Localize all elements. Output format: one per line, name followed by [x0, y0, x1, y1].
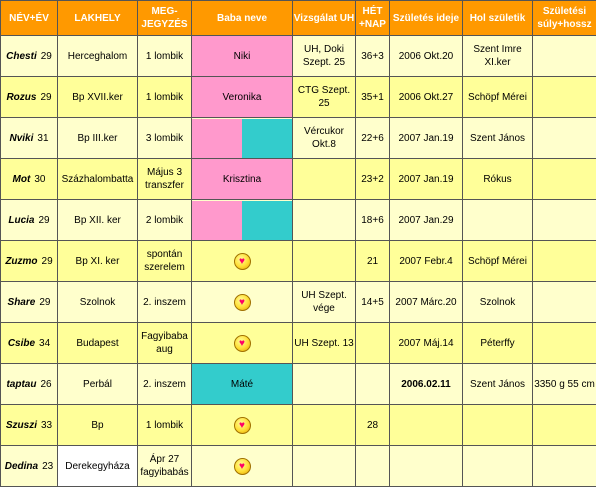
cell-name	[1, 405, 58, 446]
cell-note: Ápr 27 fagyibabás	[138, 446, 192, 487]
cell-weight-length: 3350 g 55 cm	[533, 364, 596, 405]
cell-note: 3 lombik	[138, 118, 192, 159]
cell-place: Szolnok	[58, 282, 138, 323]
table-row	[1, 77, 596, 118]
heart-smiley-icon	[234, 335, 251, 352]
cell-exam: UH Szept. vége	[293, 282, 356, 323]
cell-note: Május 3 transzfer	[138, 159, 192, 200]
cell-name	[1, 323, 58, 364]
user-name: Nviki	[9, 133, 33, 144]
cell-baby-name: Niki	[192, 36, 293, 77]
cell-place: Bp III.ker	[58, 118, 138, 159]
cell-name	[1, 36, 58, 77]
header-note: MEG-JEGYZÉS	[138, 1, 192, 36]
table-row	[1, 405, 596, 446]
cell-birth-place: Szent Imre XI.ker	[463, 36, 533, 77]
cell-birth-date: 2007 Jan.19	[390, 118, 463, 159]
table-row	[1, 241, 596, 282]
heart-smiley-icon	[234, 253, 251, 270]
cell-week-day: 22+6	[356, 118, 390, 159]
cell-birth-place	[463, 200, 533, 241]
cell-birth-date: 2007 Jan.19	[390, 159, 463, 200]
cell-exam	[293, 405, 356, 446]
cell-birth-place	[463, 405, 533, 446]
cell-baby-name	[192, 118, 293, 159]
cell-name	[1, 118, 58, 159]
cell-weight-length	[533, 118, 596, 159]
cell-baby-name: Veronika	[192, 77, 293, 118]
cell-baby-name	[192, 282, 293, 323]
header-birth-place: Hol születik	[463, 1, 533, 36]
cell-baby-name: Máté	[192, 364, 293, 405]
cell-birth-place	[463, 446, 533, 487]
user-name: taptau	[6, 379, 36, 390]
user-age: 23	[42, 461, 53, 472]
cell-birth-place: Szent János	[463, 364, 533, 405]
user-age: 29	[42, 256, 53, 267]
cell-baby-name: Krisztina	[192, 159, 293, 200]
user-age: 29	[39, 215, 50, 226]
header-birth-date: Születés ideje	[390, 1, 463, 36]
cell-weight-length	[533, 200, 596, 241]
user-age: 29	[40, 92, 51, 103]
cell-week-day: 18+6	[356, 200, 390, 241]
pink-block	[192, 201, 242, 240]
cell-exam: UH, Doki Szept. 25	[293, 36, 356, 77]
cell-weight-length	[533, 282, 596, 323]
cell-birth-date: 2006 Okt.20	[390, 36, 463, 77]
user-name: Chesti	[6, 51, 37, 62]
table-row	[1, 282, 596, 323]
cell-place: Százhalombatta	[58, 159, 138, 200]
table-row	[1, 364, 596, 405]
heart-smiley-icon	[234, 458, 251, 475]
user-age: 29	[39, 297, 50, 308]
user-name: Dedina	[5, 461, 38, 472]
cell-baby-name	[192, 200, 293, 241]
user-age: 30	[34, 174, 45, 185]
cell-exam: UH Szept. 13	[293, 323, 356, 364]
cell-name	[1, 446, 58, 487]
table-row	[1, 446, 596, 487]
cell-birth-date	[390, 446, 463, 487]
cell-name	[1, 159, 58, 200]
cyan-block	[242, 201, 292, 240]
header-weight-length: Születési súly+hossz	[533, 1, 596, 36]
cell-place: Derekegyháza	[58, 446, 138, 487]
user-name: Mot	[13, 174, 31, 185]
cell-week-day	[356, 323, 390, 364]
baby-color-split	[192, 119, 292, 158]
cyan-block	[242, 119, 292, 158]
cell-note: Fagyibaba aug	[138, 323, 192, 364]
header-row	[1, 1, 596, 36]
user-name: Zuzmo	[5, 256, 37, 267]
cell-birth-place: Rókus	[463, 159, 533, 200]
table-row	[1, 36, 596, 77]
cell-baby-name	[192, 405, 293, 446]
cell-birth-date: 2006 Okt.27	[390, 77, 463, 118]
cell-week-day	[356, 446, 390, 487]
user-name: Rozus	[6, 92, 36, 103]
cell-baby-name	[192, 446, 293, 487]
header-week-day: HÉT +NAP	[356, 1, 390, 36]
table-body	[1, 36, 596, 487]
user-name: Szuszi	[6, 420, 37, 431]
cell-birth-date: 2007 Febr.4	[390, 241, 463, 282]
cell-birth-place: Schöpf Mérei	[463, 77, 533, 118]
cell-week-day	[356, 364, 390, 405]
cell-weight-length	[533, 405, 596, 446]
cell-place: Bp XVII.ker	[58, 77, 138, 118]
cell-birth-date: 2007 Jan.29	[390, 200, 463, 241]
table-row	[1, 323, 596, 364]
cell-birth-date: 2007 Márc.20	[390, 282, 463, 323]
cell-name	[1, 364, 58, 405]
user-age: 29	[41, 51, 52, 62]
cell-note: 2. inszem	[138, 282, 192, 323]
header-baby-name: Baba neve	[192, 1, 293, 36]
cell-birth-place: Péterffy	[463, 323, 533, 364]
user-name: Lucia	[8, 215, 34, 226]
baby-color-split	[192, 201, 292, 240]
cell-place: Bp XII. ker	[58, 200, 138, 241]
user-name: Csibe	[8, 338, 35, 349]
cell-note: 1 lombik	[138, 36, 192, 77]
cell-week-day: 28	[356, 405, 390, 446]
cell-weight-length	[533, 323, 596, 364]
cell-note: spontán szerelem	[138, 241, 192, 282]
table-row	[1, 159, 596, 200]
cell-note: 1 lombik	[138, 405, 192, 446]
header-exam: Vizsgálat UH	[293, 1, 356, 36]
pink-block	[192, 119, 242, 158]
user-name: Share	[8, 297, 36, 308]
cell-weight-length	[533, 159, 596, 200]
cell-place: Budapest	[58, 323, 138, 364]
cell-exam	[293, 364, 356, 405]
cell-name	[1, 77, 58, 118]
cell-baby-name	[192, 241, 293, 282]
cell-birth-place: Szent János	[463, 118, 533, 159]
cell-place: Bp	[58, 405, 138, 446]
table-row	[1, 118, 596, 159]
cell-exam	[293, 446, 356, 487]
cell-weight-length	[533, 446, 596, 487]
cell-place: Herceghalom	[58, 36, 138, 77]
header-name-age: NÉV+ÉV	[1, 1, 58, 36]
cell-week-day: 23+2	[356, 159, 390, 200]
table-row	[1, 200, 596, 241]
cell-name	[1, 200, 58, 241]
cell-weight-length	[533, 241, 596, 282]
cell-birth-place: Schöpf Mérei	[463, 241, 533, 282]
cell-exam	[293, 241, 356, 282]
user-age: 33	[41, 420, 52, 431]
cell-weight-length	[533, 36, 596, 77]
cell-name	[1, 282, 58, 323]
cell-exam	[293, 200, 356, 241]
cell-note: 2 lombik	[138, 200, 192, 241]
cell-exam	[293, 159, 356, 200]
cell-week-day: 35+1	[356, 77, 390, 118]
header-place: LAKHELY	[58, 1, 138, 36]
cell-exam: CTG Szept. 25	[293, 77, 356, 118]
cell-birth-date: 2006.02.11	[390, 364, 463, 405]
heart-smiley-icon	[234, 417, 251, 434]
user-age: 31	[37, 133, 48, 144]
cell-baby-name	[192, 323, 293, 364]
cell-weight-length	[533, 77, 596, 118]
cell-birth-place: Szolnok	[463, 282, 533, 323]
cell-week-day: 14+5	[356, 282, 390, 323]
cell-note: 2. inszem	[138, 364, 192, 405]
cell-week-day: 21	[356, 241, 390, 282]
user-age: 26	[40, 379, 51, 390]
cell-week-day: 36+3	[356, 36, 390, 77]
cell-place: Perbál	[58, 364, 138, 405]
cell-name	[1, 241, 58, 282]
cell-note: 1 lombik	[138, 77, 192, 118]
cell-exam: Vércukor Okt.8	[293, 118, 356, 159]
heart-smiley-icon	[234, 294, 251, 311]
user-age: 34	[39, 338, 50, 349]
cell-birth-date: 2007 Máj.14	[390, 323, 463, 364]
cell-place: Bp XI. ker	[58, 241, 138, 282]
cell-birth-date	[390, 405, 463, 446]
